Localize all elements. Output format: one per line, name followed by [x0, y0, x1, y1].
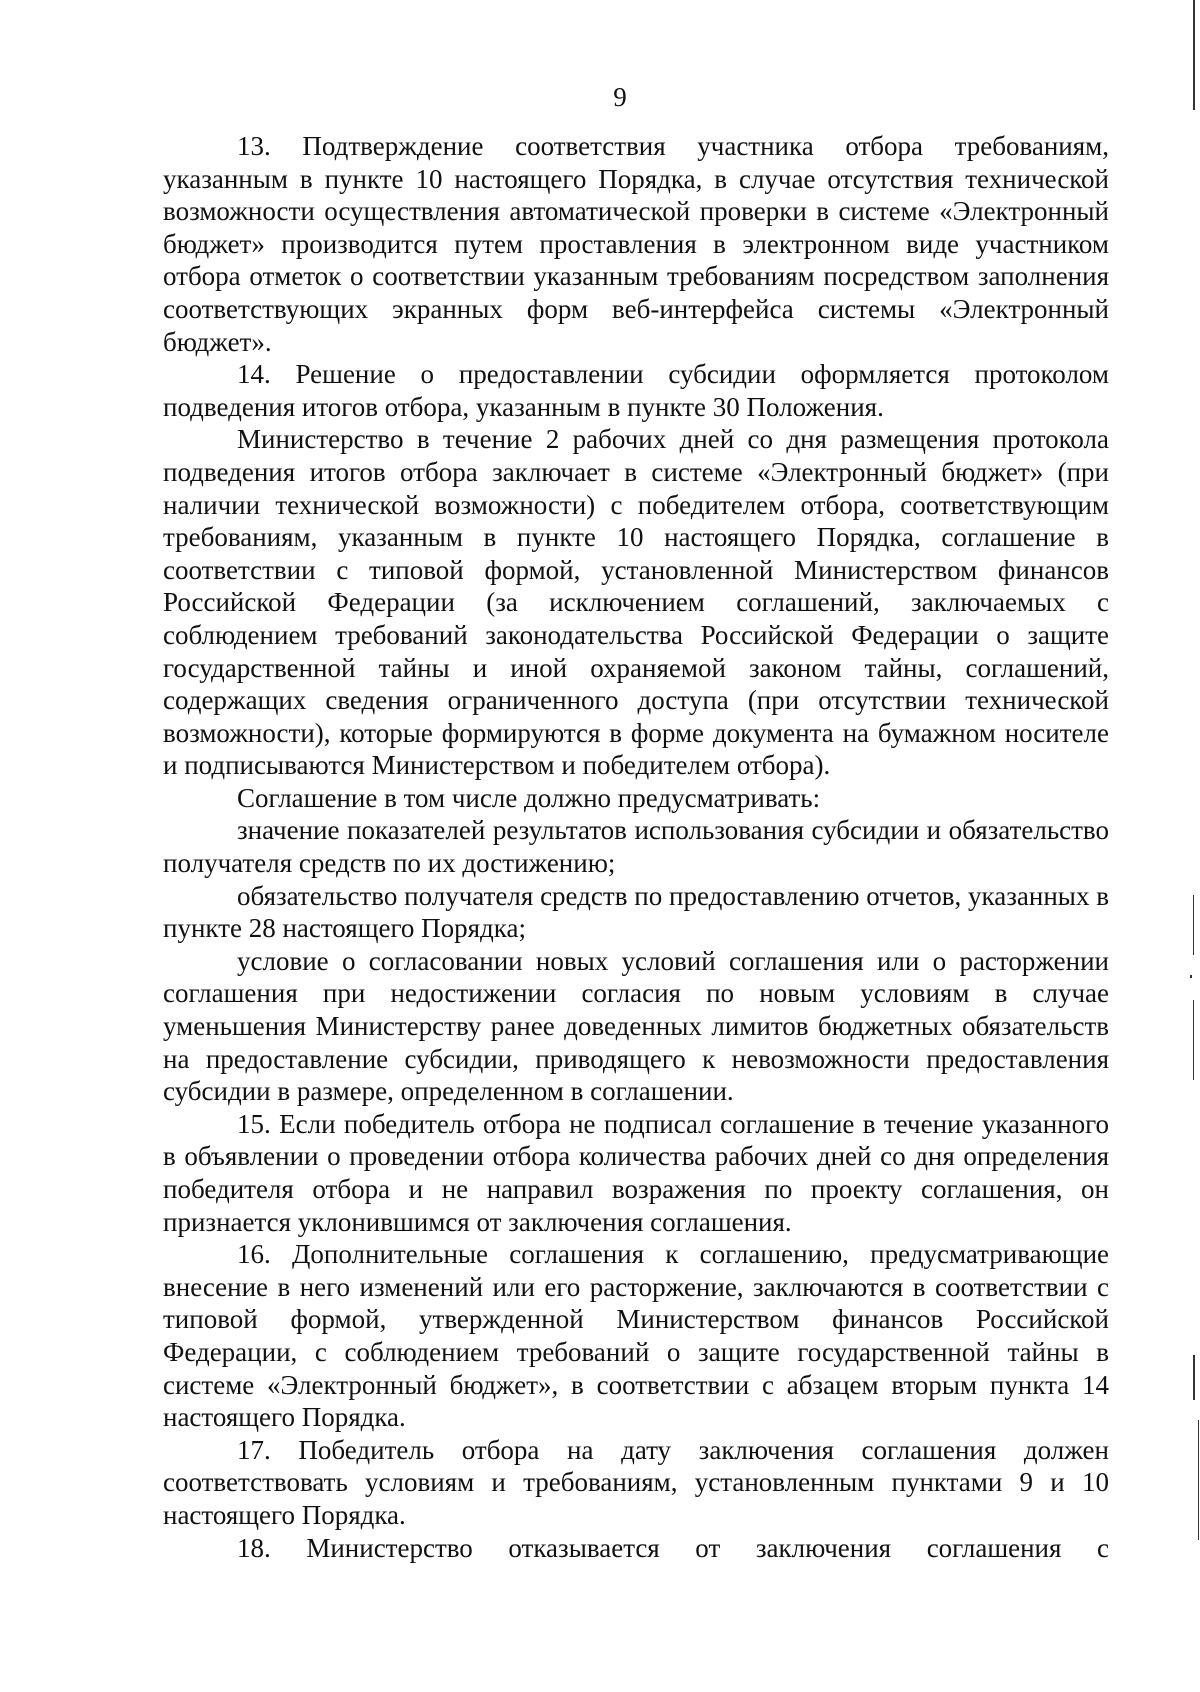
paragraph-ministry-agreement: Министерство в течение 2 рабочих дней со дня размещения протокола подведения итогов отбора заключает в системе «Электронный бюджет» (при наличии технической возможности) с победителем отбора, соответствующим требованиям, указанным в пункте 10 настоящего Порядка, соглашение в соответствии с типовой формой, установленной Министерством финансов Российской Федерации (за исключением соглашений, заключаемых с соблюдением требований законодательства Российской Федерации о защите государственной тайны и иной охраняемой законом тайны, соглашений, содержащих сведения ограниченного доступа (при отсутствии технической возможности), которые формируются в форме документа на бумажном носителе и подписываются Министерством и победителем отбора).	[163, 424, 1109, 781]
scan-edge-mark	[1190, 975, 1192, 978]
paragraph-17: 17. Победитель отбора на дату заключения соглашения должен соответствовать условиям и требованиям, установленным пунктами 9 и 10 настоящего Порядка.	[163, 1434, 1109, 1530]
paragraph-13: 13. Подтверждение соответствия участника отбора требованиям, указанным в пункте 10 настоящего Порядка, в случае отсутствия технической возможности осуществления автоматической проверки в системе «Электронный бюджет» производится путем проставления в электронном виде участником отбора отметок о соответствии указанным требованиям посредством заполнения соответствующих экранных форм веб-интерфейса системы «Электронный бюджет».	[163, 131, 1109, 357]
page-number: 9	[613, 82, 627, 112]
paragraph-indicators: значение показателей результатов использования субсидии и обязательство получателя средств по их достижению;	[163, 815, 1109, 879]
paragraph-18: 18. Министерство отказывается от заключения соглашения с	[237, 1532, 1109, 1563]
scan-edge-mark	[1193, 1355, 1195, 1400]
paragraph-16: 16. Дополнительные соглашения к соглашению, предусматривающие внесение в него изменений или его расторжение, заключаются в соответствии с типовой формой, утвержденной Министерством финансов Российской Федерации, с соблюдением требований о защите государственной тайны в системе «Электронный бюджет», в соответствии с абзацем вторым пункта 14 настоящего Порядка.	[163, 1239, 1109, 1433]
paragraph-14: 14. Решение о предоставлении субсидии оформляется протоколом подведения итогов отбора, указанным в пункте 30 Положения.	[163, 359, 1109, 422]
document-body	[163, 130, 1109, 1564]
scan-edge-mark	[1198, 1420, 1199, 1540]
paragraph-reports: обязательство получателя средств по предоставлению отчетов, указанных в пункте 28 настоящего Порядка;	[163, 880, 1109, 944]
scan-edge-mark	[1193, 895, 1194, 955]
paragraph-conditions: условие о согласовании новых условий соглашения или о расторжении соглашения при недостижении согласия по новым условиям в случае уменьшения Министерству ранее доведенных лимитов бюджетных обязательств на предоставление субсидии, приводящего к невозможности предоставления субсидии в размере, определенном в соглашении.	[163, 945, 1109, 1107]
paragraph-agreement-provisions: Соглашение в том числе должно предусматривать:	[237, 782, 821, 813]
paragraph-15: 15. Если победитель отбора не подписал соглашение в течение указанного в объявлении о проведении отбора количества рабочих дней со дня определения победителя отбора и не направил возражения по проекту соглашения, он признается уклонившимся от заключения соглашения.	[163, 1108, 1109, 1237]
scan-edge-mark	[1193, 0, 1195, 110]
scan-edge-mark	[1193, 1000, 1194, 1080]
